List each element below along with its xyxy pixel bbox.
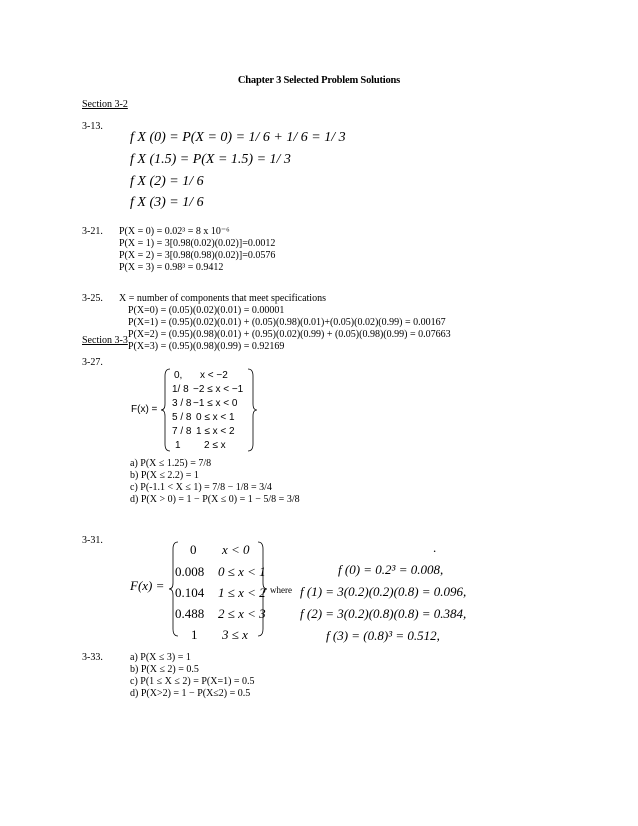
cdf-label: F(x) =: [130, 578, 165, 593]
pmf-line: f (3) = (0.8)³ = 0.512,: [326, 628, 440, 643]
text-line: P(X = 0) = 0.02³ = 8 x 10⁻⁶: [119, 226, 230, 237]
right-brace-icon: [246, 368, 258, 452]
equation-line: f X (1.5) = P(X = 1.5) = 1/ 3: [130, 152, 291, 167]
cdf-value: 0.488: [175, 606, 205, 621]
cdf-range: x < 0: [222, 542, 250, 557]
cdf-value: 0,: [174, 370, 183, 381]
page-title: Chapter 3 Selected Problem Solutions: [237, 75, 401, 86]
where-label: where: [270, 585, 292, 595]
problem-label-3-13: 3-13.: [82, 121, 103, 132]
pmf-line: f (2) = 3(0.2)(0.8)(0.8) = 0.384,: [300, 606, 467, 621]
cdf-range: 3 ≤ x: [222, 627, 248, 642]
cdf-value: 1/ 8: [172, 384, 189, 395]
cdf-range: 0 ≤ x < 1: [196, 412, 235, 423]
cdf-range: 2 ≤ x < 3: [218, 606, 266, 621]
cdf-value: 7 / 8: [172, 426, 192, 437]
cdf-value: 1: [175, 440, 181, 451]
cdf-label: F(x) =: [131, 404, 158, 415]
equation-line: f X (3) = 1/ 6: [130, 195, 204, 210]
section-heading-3-2: Section 3-2: [82, 99, 128, 110]
text-line: P(X=3) = (0.95)(0.98)(0.99) = 0.92169: [128, 341, 285, 352]
period-mark: .: [433, 540, 437, 555]
cdf-range: 2 ≤ x: [204, 440, 226, 451]
cdf-range: 1 ≤ x < 2: [218, 585, 266, 600]
cdf-range: 0 ≤ x < 1: [218, 564, 266, 579]
answer-line: b) P(X ≤ 2.2) = 1: [130, 470, 199, 481]
cdf-value: 0.008: [175, 564, 205, 579]
cdf-range: −2 ≤ x < −1: [193, 384, 244, 395]
problem-label-3-31: 3-31.: [82, 535, 103, 546]
problem-label-3-25: 3-25.: [82, 293, 103, 304]
pmf-line: f (1) = 3(0.2)(0.2)(0.8) = 0.096,: [300, 584, 467, 599]
answer-line: d) P(X>2) = 1 − P(X≤2) = 0.5: [130, 688, 251, 699]
text-line: P(X = 2) = 3[0.98(0.98)(0.02)]=0.0576: [119, 250, 276, 261]
answer-line: b) P(X ≤ 2) = 0.5: [130, 664, 199, 675]
text-line: P(X=1) = (0.95)(0.02)(0.01) + (0.05)(0.98)(0.01)+(0.05)(0.02)(0.99) = 0.00167: [128, 317, 446, 328]
problem-label-3-33: 3-33.: [82, 652, 103, 663]
cdf-value: 0: [190, 542, 197, 557]
answer-line: d) P(X > 0) = 1 − P(X ≤ 0) = 1 − 5/8 = 3/8: [130, 494, 300, 505]
equation-line: f X (0) = P(X = 0) = 1/ 6 + 1/ 6 = 1/ 3: [130, 130, 346, 145]
answer-line: c) P(-1.1 < X ≤ 1) = 7/8 − 1/8 = 3/4: [130, 482, 272, 493]
cdf-range: −1 ≤ x < 0: [193, 398, 238, 409]
text-line: P(X=0) = (0.05)(0.02)(0.01) = 0.00001: [128, 305, 285, 316]
answer-line: a) P(X ≤ 3) = 1: [130, 652, 191, 663]
answer-line: a) P(X ≤ 1.25) = 7/8: [130, 458, 212, 469]
problem-label-3-27: 3-27.: [82, 357, 103, 368]
left-brace-icon: [160, 368, 172, 452]
text-line: P(X=2) = (0.95)(0.98)(0.01) + (0.95)(0.02)(0.99) + (0.05)(0.98)(0.99) = 0.07663: [128, 329, 451, 340]
cdf-range: 1 ≤ x < 2: [196, 426, 235, 437]
text-line: P(X = 1) = 3[0.98(0.02)(0.02)]=0.0012: [119, 238, 276, 249]
cdf-value: 0.104: [175, 585, 205, 600]
section-heading-3-3: Section 3-3: [82, 335, 128, 346]
cdf-range: x < −2: [200, 370, 228, 381]
equation-line: f X (2) = 1/ 6: [130, 174, 204, 189]
text-line: X = number of components that meet specifications: [119, 293, 326, 304]
answer-line: c) P(1 ≤ X ≤ 2) = P(X=1) = 0.5: [130, 676, 255, 687]
cdf-value: 1: [191, 627, 198, 642]
cdf-value: 3 / 8: [172, 398, 192, 409]
pmf-line: f (0) = 0.2³ = 0.008,: [338, 562, 444, 577]
text-line: P(X = 3) = 0.98³ = 0.9412: [119, 262, 224, 273]
cdf-value: 5 / 8: [172, 412, 192, 423]
problem-label-3-21: 3-21.: [82, 226, 103, 237]
